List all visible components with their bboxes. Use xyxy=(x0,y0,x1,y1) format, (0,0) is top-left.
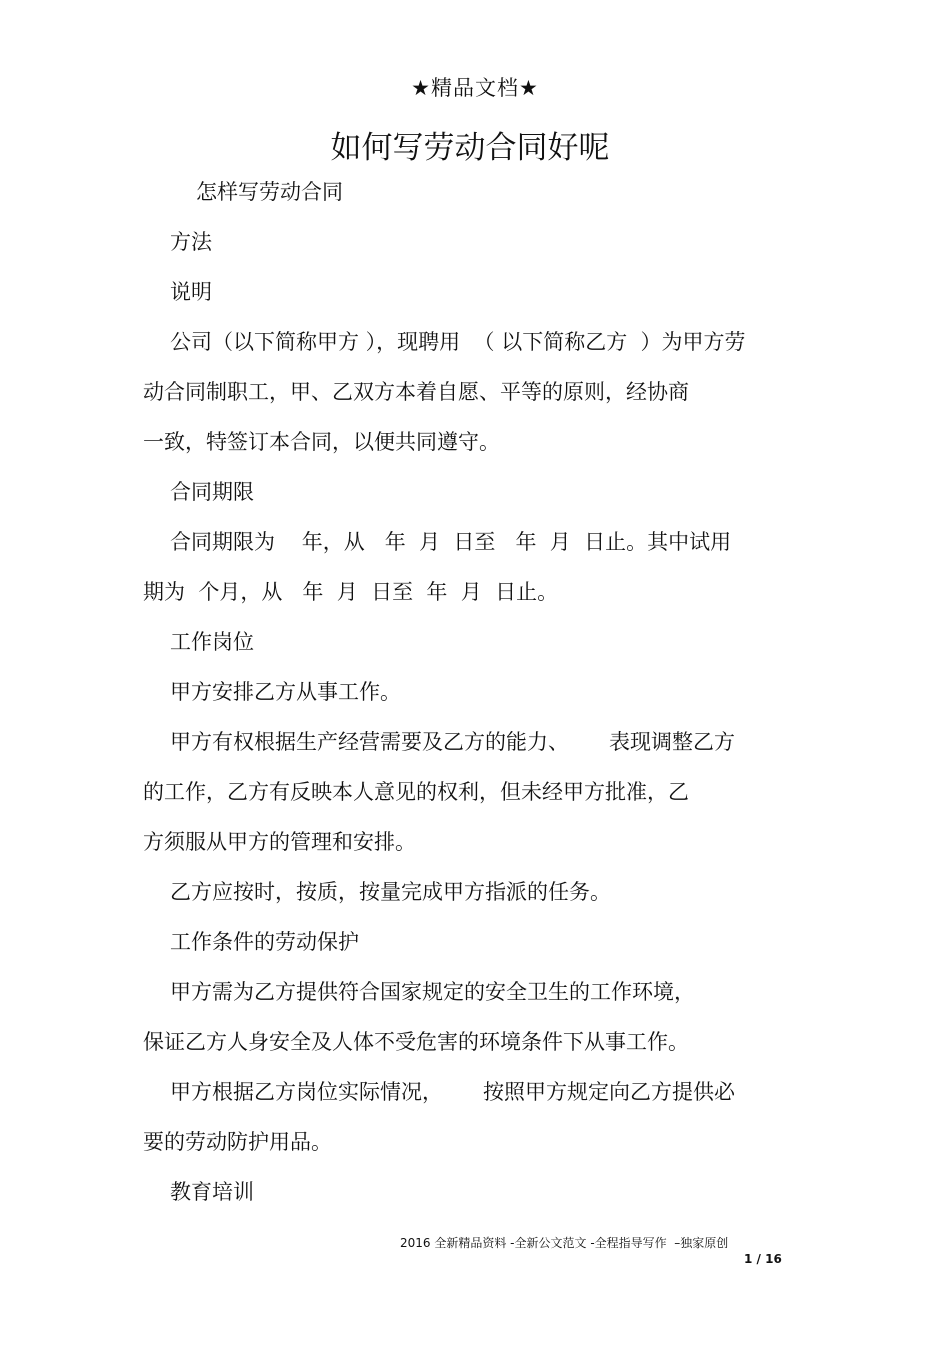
footer-text: 2016 全新精品资料 -全新公文范文 -全程指导写作 –独家原创 xyxy=(400,1236,729,1250)
page-number: 1 / 16 xyxy=(744,1252,782,1266)
text-line: 一致，特签订本合同，以便共同遵守。 xyxy=(143,430,500,454)
text-line: 工作岗位 xyxy=(170,630,254,654)
page-title: 如何写劳动合同好呢 xyxy=(330,130,610,166)
text-line: 甲方根据乙方岗位实际情况， 按照甲方规定向乙方提供必 xyxy=(170,1080,736,1104)
banner: ★精品文档★ xyxy=(411,76,539,100)
text-line: 的工作，乙方有反映本人意见的权利，但未经甲方批准，乙 xyxy=(143,780,689,804)
text-line: 教育培训 xyxy=(170,1180,254,1204)
text-line: 期为 个月，从 年 月 日至 年 月 日止。 xyxy=(143,580,559,604)
text-line: 保证乙方人身安全及人体不受危害的环境条件下从事工作。 xyxy=(143,1030,689,1054)
text-line: 要的劳动防护用品。 xyxy=(143,1130,332,1154)
text-line: 甲方安排乙方从事工作。 xyxy=(170,680,401,704)
text-line: 公司（以下简称甲方 ），现聘用 （ 以下简称乙方 ）为甲方劳 xyxy=(170,330,746,354)
text-line: 方法 xyxy=(170,230,212,254)
text-line: 合同期限为 年，从 年 月 日至 年 月 日止。其中试用 xyxy=(170,530,732,554)
text-line: 动合同制职工，甲、乙双方本着自愿、平等的原则，经协商 xyxy=(143,380,689,404)
text-line: 怎样写劳动合同 xyxy=(196,180,343,204)
text-line: 甲方需为乙方提供符合国家规定的安全卫生的工作环境， xyxy=(170,980,695,1004)
text-line: 说明 xyxy=(170,280,212,304)
text-line: 合同期限 xyxy=(170,480,254,504)
text-line: 乙方应按时，按质，按量完成甲方指派的任务。 xyxy=(170,880,611,904)
text-line: 方须服从甲方的管理和安排。 xyxy=(143,830,416,854)
text-line: 工作条件的劳动保护 xyxy=(170,930,359,954)
text-line: 甲方有权根据生产经营需要及乙方的能力、 表现调整乙方 xyxy=(170,730,736,754)
